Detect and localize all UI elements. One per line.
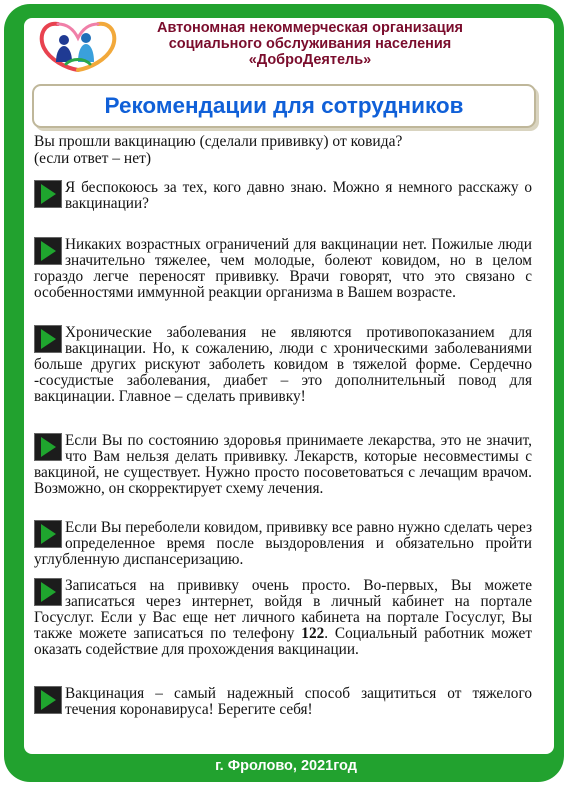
item-text: Хронические заболевания не являются противопоказанием для вакцинации. Но, к сожалению, люди с хроническими заболеваниями больше других рискуют заболеть ковидом в тяжелой форме. Сердечно -сосудистые заболевания, диабет – это дополнительный повод для вакцинации. Главное – сделать прививку! xyxy=(34,324,532,406)
green-arrow-icon xyxy=(34,180,62,208)
item-text-after: . Социальный работник может оказать содействие для прохождения вакцинации. xyxy=(34,625,532,659)
green-arrow-icon xyxy=(34,520,62,548)
question-line-2: (если ответ – нет) xyxy=(34,150,152,167)
green-arrow-icon xyxy=(34,433,62,461)
item-text: Если Вы по состоянию здоровья принимаете лекарства, это не значит, что Вам нельзя делать прививку. Лекарств, которые несовместимы с вакциной, не существует. Нужно просто посоветоваться с лечащим врачом. Возможно, он скорректирует схему лечения. xyxy=(34,432,532,498)
family-heart-logo-icon xyxy=(36,18,120,72)
org-line-3: «ДоброДеятель» xyxy=(248,52,372,68)
green-arrow-icon xyxy=(34,578,62,606)
recommendation-item-7 xyxy=(34,686,532,718)
organization-name xyxy=(120,20,500,68)
org-line-2: социального обслуживания населения xyxy=(168,36,452,52)
recommendation-item-2 xyxy=(34,237,532,301)
footer-place-year: г. Фролово, 2021год xyxy=(215,758,357,774)
phone-number: 122 xyxy=(301,625,325,643)
item-text-before: Записаться на прививку очень просто. Во-первых, Вы можете записаться через интернет, войдя в личный кабинет на портале Госуслуг. Если у Вас еще нет личного кабинета на портале Госуслуг, Вы также можете записаться по телефону xyxy=(34,577,532,643)
question xyxy=(34,133,534,167)
org-line-1: Автономная некоммерческая организация xyxy=(156,20,463,36)
green-arrow-icon xyxy=(34,686,62,714)
recommendation-item-3 xyxy=(34,325,532,405)
item-text: Вакцинация – самый надежный способ защититься от тяжелого течения коронавируса! Берегите себя! xyxy=(65,685,532,719)
title-box xyxy=(32,84,536,128)
recommendation-item-1 xyxy=(34,180,532,212)
item-text: Если Вы переболели ковидом, прививку все равно нужно сделать через определенное время после выздоровления и обязательно пройти углубленную диспансеризацию. xyxy=(34,519,532,569)
question-line-1: Вы прошли вакцинацию (сделали прививку) от ковида? xyxy=(34,133,403,150)
item-text: Никаких возрастных ограничений для вакцинации нет. Пожилые люди значительно тяжелее, чем молодые, болеют ковидом, но в целом гораздо легче переносят прививку. Врачи говорят, что это связано с особенностями иммунной реакции организма в Вашем возрасте. xyxy=(34,236,532,302)
green-arrow-icon xyxy=(34,325,62,353)
recommendation-item-4 xyxy=(34,433,532,497)
item-text: Я беспокоюсь за тех, кого давно знаю. Можно я немного расскажу о вакцинации? xyxy=(65,179,532,213)
recommendation-item-5 xyxy=(34,520,532,568)
green-arrow-icon xyxy=(34,237,62,265)
recommendation-item-6 xyxy=(34,578,532,658)
page-title: Рекомендации для сотрудников xyxy=(104,93,464,118)
